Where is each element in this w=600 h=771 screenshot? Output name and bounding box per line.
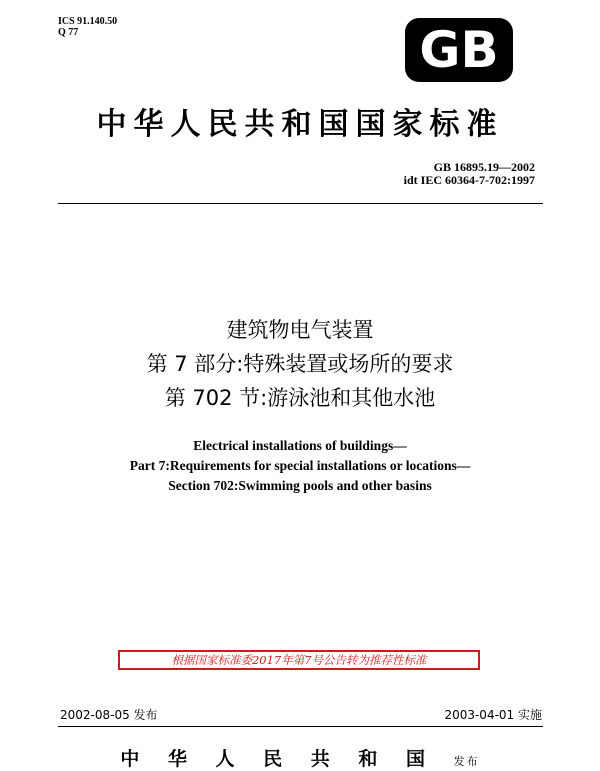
footer-rule (58, 726, 543, 727)
status-notice-box: 根据国家标准委2017年第7号公告转为推荐性标准 (118, 650, 480, 670)
standard-org-title: 中华人民共和国国家标准 (96, 107, 504, 142)
issue-date: 2002-08-05 发布 (60, 708, 158, 722)
title-en-line1: Electrical installations of buildings— (193, 438, 407, 453)
title-en-line2: Part 7:Requirements for special installations or locations— (129, 458, 471, 473)
header-rule (58, 203, 543, 204)
ccs-code: Q 77 (58, 27, 79, 38)
classification-codes (58, 16, 117, 38)
title-en-line3: Section 702:Swimming pools and other basins (168, 478, 432, 493)
title-zh-line3: 第 702 节:游泳池和其他水池 (164, 386, 436, 410)
idt-number: idt IEC 60364-7-702:1997 (403, 173, 535, 187)
gb-logo (405, 18, 513, 82)
title-zh-line2: 第 7 部分:特殊装置或场所的要求 (146, 352, 454, 376)
issuer-line (0, 744, 600, 771)
standard-number (330, 161, 535, 187)
issuer-word: 发布 (453, 755, 480, 768)
title-zh-line1: 建筑物电气装置 (226, 318, 374, 342)
ics-code: ICS 91.140.50 (58, 16, 118, 27)
gb-logo-text: GB (419, 21, 499, 79)
effective-date: 2003-04-01 实施 (444, 708, 542, 722)
gb-number: GB 16895.19—2002 (433, 160, 535, 174)
issuer-name: 中 华 人 民 共 和 国 (120, 748, 437, 770)
